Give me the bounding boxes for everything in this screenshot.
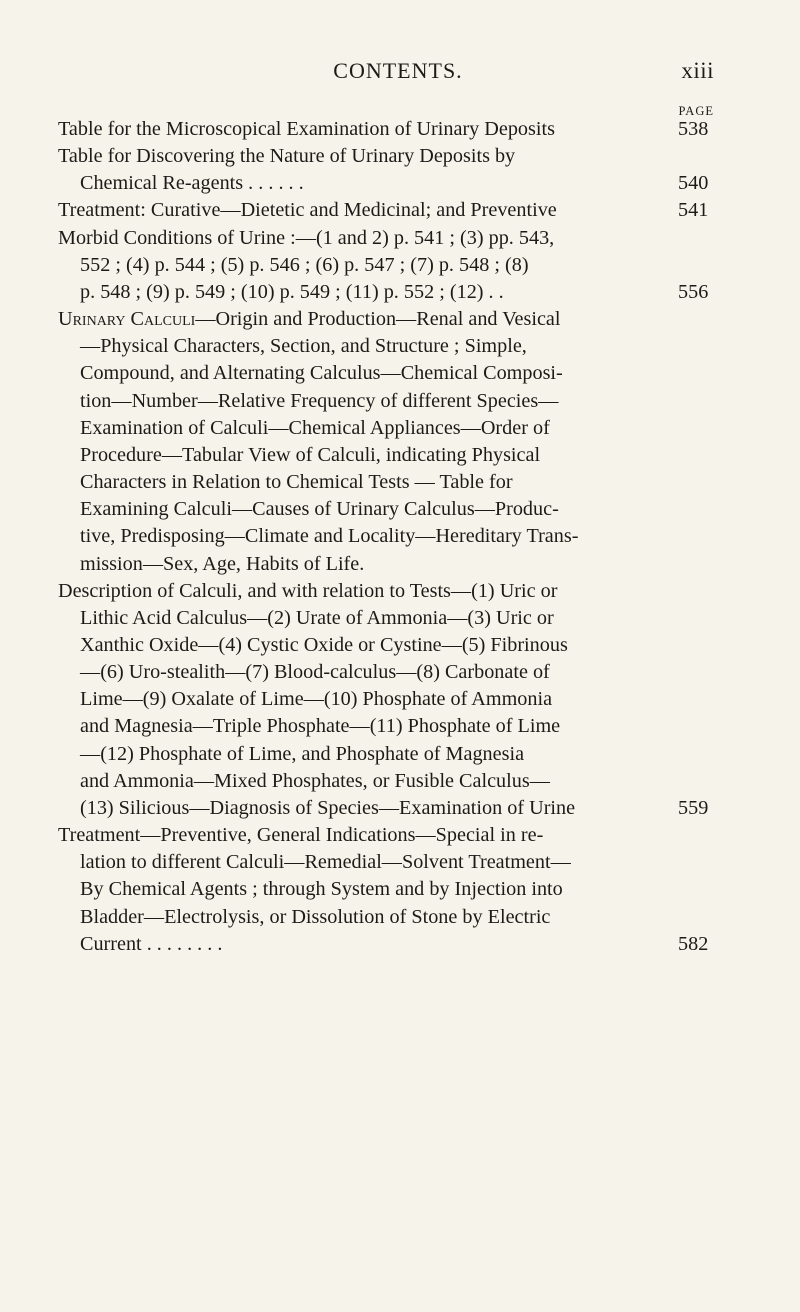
toc-line <box>58 876 738 903</box>
toc-line <box>58 632 738 659</box>
entry-text: —(12) Phosphate of Lime, and Phosphate of Magnesia <box>80 742 525 765</box>
entry-text: and Magnesia—Triple Phosphate—(11) Phosphate of Lime <box>80 715 561 738</box>
entry-text: —Origin and Production—Renal and Vesical <box>195 308 561 331</box>
toc-line <box>58 333 738 360</box>
toc-line <box>58 197 738 224</box>
section-heading: Urinary Calculi <box>58 308 196 331</box>
entry-text: tive, Predisposing—Climate and Locality—Hereditary Trans- <box>80 525 579 548</box>
toc-line <box>58 116 738 143</box>
entry-text: lation to different Calculi—Remedial—Solvent Treatment— <box>80 851 571 874</box>
toc-line <box>58 442 738 469</box>
entry-text: Lithic Acid Calculus—(2) Urate of Ammonia—(3) Uric or <box>80 606 554 629</box>
entry-text: Procedure—Tabular View of Calculi, indicating Physical <box>80 443 541 466</box>
entry-text: Chemical Re-agents . . . . . . <box>80 172 304 195</box>
entry-page: 559 <box>678 796 709 819</box>
toc-line <box>58 713 738 740</box>
entry-page: 540 <box>678 172 709 195</box>
toc-line <box>58 578 738 605</box>
page-number: xiii <box>681 58 714 83</box>
entry-text: —Physical Characters, Section, and Structure ; Simple, <box>80 335 527 358</box>
entry-text: tion—Number—Relative Frequency of different Species— <box>80 389 559 412</box>
entry-text: Examination of Calculi—Chemical Appliances—Order of <box>80 416 550 439</box>
entry-text: Table for the Microscopical Examination of Urinary Deposits <box>58 118 555 140</box>
running-head: CONTENTS. <box>333 58 463 83</box>
page-header <box>0 58 800 88</box>
entry-page: 582 <box>678 932 709 955</box>
toc-line <box>58 469 738 496</box>
entry-text: and Ammonia—Mixed Phosphates, or Fusible Calculus— <box>80 769 550 792</box>
toc-line <box>58 143 738 170</box>
entry-text: Morbid Conditions of Urine :—(1 and 2) p. 541 ; (3) pp. 543, <box>58 226 555 249</box>
toc-line <box>58 904 738 931</box>
entry-text: Treatment: Curative—Dietetic and Medicinal; and Preventive <box>58 199 557 222</box>
toc-line <box>58 768 738 795</box>
entry-text: Description of Calculi, and with relation to Tests—(1) Uric or <box>58 579 558 602</box>
page-column-label: PAGE <box>678 104 714 118</box>
entry-text: —(6) Uro-stealith—(7) Blood-calculus—(8) Carbonate of <box>80 661 550 684</box>
toc-line <box>58 170 738 197</box>
entry-page: 541 <box>678 199 709 222</box>
entry-text: Lime—(9) Oxalate of Lime—(10) Phosphate of Ammonia <box>80 688 553 711</box>
toc-line <box>58 306 738 333</box>
toc-line <box>58 849 738 876</box>
toc-line <box>58 252 738 279</box>
entry-text: Table for Discovering the Nature of Urinary Deposits by <box>58 145 516 168</box>
toc-line <box>58 822 738 849</box>
entry-text: Treatment—Preventive, General Indications—Special in re- <box>58 824 544 847</box>
toc-line <box>58 686 738 713</box>
entry-text: p. 548 ; (9) p. 549 ; (10) p. 549 ; (11) p. 552 ; (12) . . <box>80 280 504 303</box>
entry-text: Bladder—Electrolysis, or Dissolution of Stone by Electric <box>80 905 551 928</box>
entry-text: Xanthic Oxide—(4) Cystic Oxide or Cystine—(5) Fibrinous <box>80 633 568 656</box>
entry-page: 556 <box>678 280 709 303</box>
entry-text: Compound, and Alternating Calculus—Chemical Composi- <box>80 362 563 385</box>
entry-text: Characters in Relation to Chemical Tests — Table for <box>80 471 513 494</box>
entry-text: Current . . . . . . . . <box>80 932 223 955</box>
toc-line <box>58 741 738 768</box>
toc-line <box>58 388 738 415</box>
entry-page: 538 <box>678 118 709 140</box>
entry-text: 552 ; (4) p. 544 ; (5) p. 546 ; (6) p. 547 ; (7) p. 548 ; (8) <box>80 253 529 276</box>
toc-line <box>58 279 738 306</box>
toc-line <box>58 523 738 550</box>
entry-text: mission—Sex, Age, Habits of Life. <box>80 552 365 575</box>
toc-line <box>58 496 738 523</box>
toc-line <box>58 795 738 822</box>
entry-text: By Chemical Agents ; through System and by Injection into <box>80 878 563 901</box>
contents-list <box>58 116 738 958</box>
toc-line <box>58 415 738 442</box>
toc-line <box>58 551 738 578</box>
toc-line <box>58 360 738 387</box>
entry-text: Examining Calculi—Causes of Urinary Calculus—Produc- <box>80 498 559 521</box>
toc-line <box>58 225 738 252</box>
entry-text: (13) Silicious—Diagnosis of Species—Examination of Urine <box>80 796 576 819</box>
toc-line <box>58 659 738 686</box>
toc-line <box>58 605 738 632</box>
toc-line <box>58 931 738 958</box>
